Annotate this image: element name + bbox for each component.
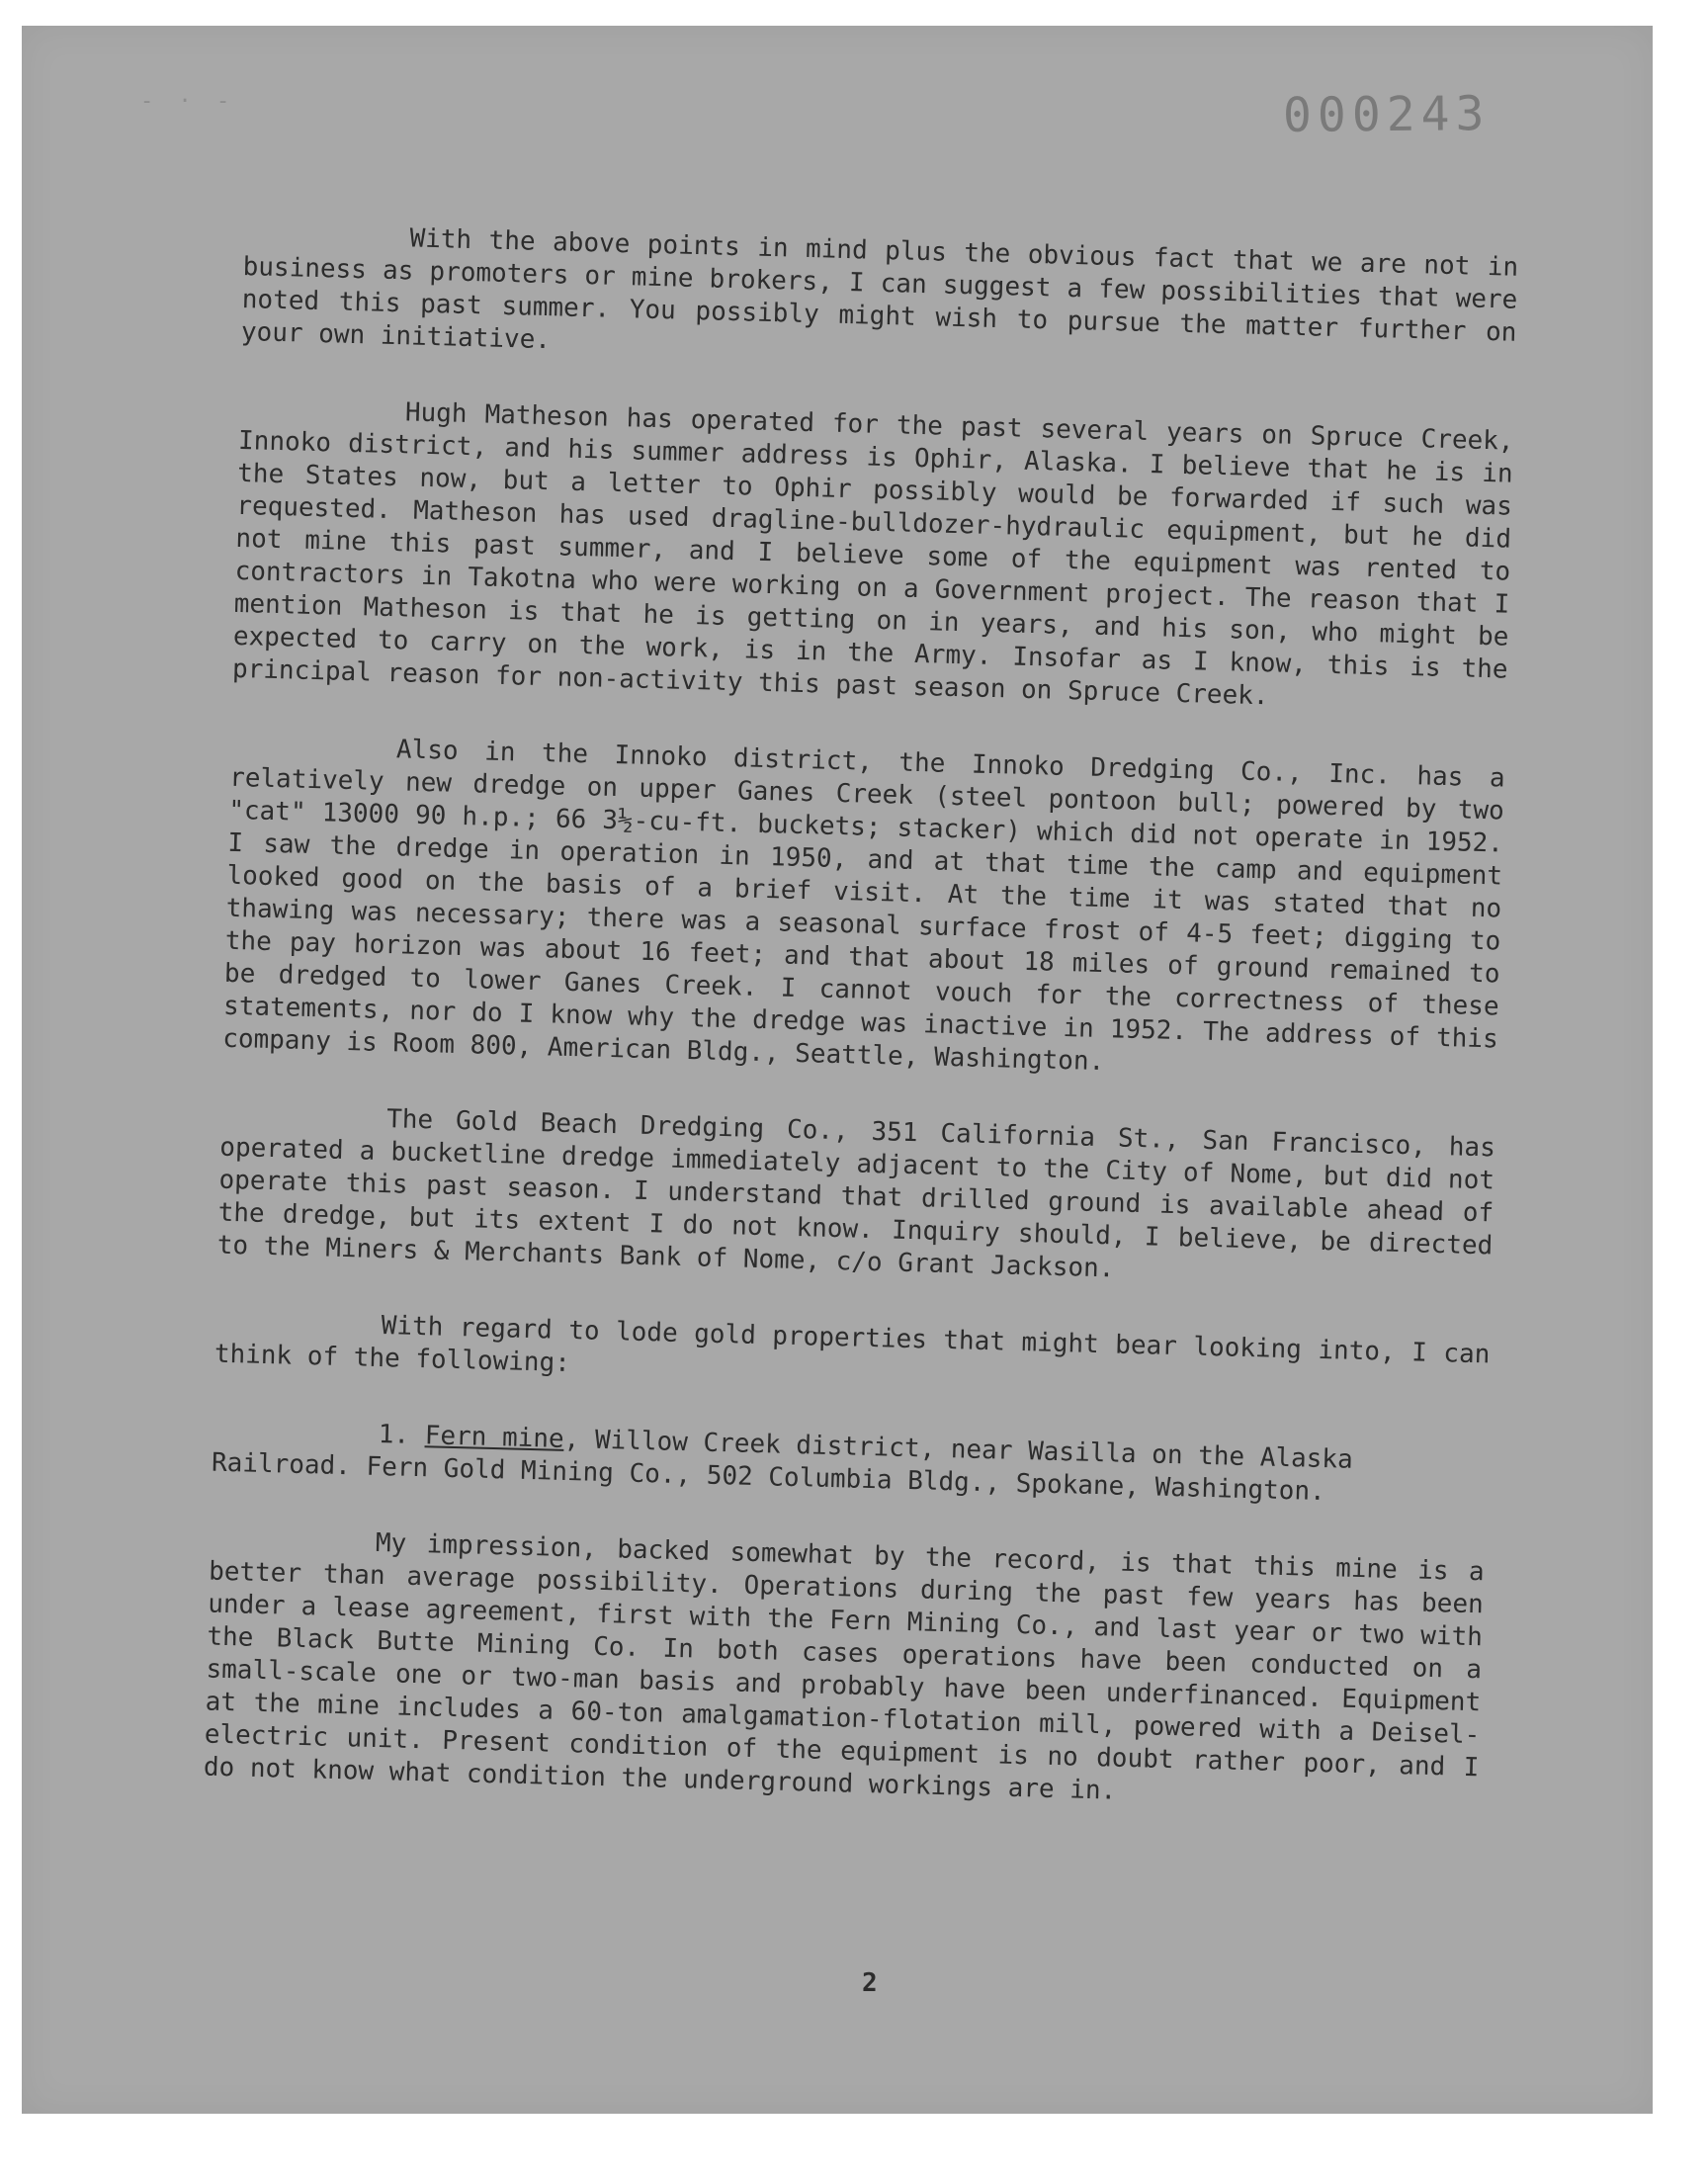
list-item-fern-mine: [212, 1415, 1488, 1514]
paragraph-innoko-dredging: Also in the Innoko district, the Innoko Dredging Co., Inc. has a relatively new dredge on upper Ganes Creek (steel pontoon bull; powered by two "cat" 13000 90 h.p.; 66 3½-cu-ft. buckets; stacker) which did not operate in 1952. I saw the dredge in operation in 1950, and at that time the camp and equipment looked good on the basis of a brief visit. At the time it was stated that no thawing was necessary; there was a seasonal surface frost of 4-5 feet; digging to the pay horizon was about 16 feet; and that about 18 miles of ground remained to be dredged to lower Ganes Creek. I cannot vouch for the correctness of these statements, nor do I know why the dredge was inactive in 1952. The address of this company is Room 800, American Bldg., Seattle, Washington.: [221, 735, 1505, 1078]
paragraph-impression: My impression, backed somewhat by the record, is that this mine is a better than average possibility. Operations during the past few years has been under a lease agreement, first with the Fern Mining Co., and last year or two with the Black Butte Mining Co. In both cases operations have been conducted on a small-scale one or two-man basis and probably have been underfinanced. Equipment at the mine includes a 60-ton amalgamation-flotation mill, powered with a Deisel-electric unit. Present condition of the equipment is no doubt rather poor, and I do not know what condition the underground workings are in.: [203, 1527, 1485, 1806]
list-item-number: 1.: [378, 1419, 410, 1450]
list-item-title: Fern mine: [424, 1421, 565, 1454]
paragraph-lode-gold: With regard to lode gold properties that might bear looking into, I can think of the following:: [214, 1311, 1491, 1379]
paragraph-matheson: Hugh Matheson has operated for the past several years on Spruce Creek, Innoko district, and his summer address is Ophir, Alaska. I believe that he is in the States now, but a letter to Ophir possibly would be forwarded if such was requested. Matheson has used dragline-bulldozer-hydraulic equipment, but he did not mine this past summer, and I believe some of the equipment was rented to contractors in Takotna who were working on a Government project. The reason that I mention Matheson is that he is getting on in years, and his son, who might be expected to carry on the work, is in the Army. Insofar as I know, this is the principal reason for non-activity this past season on Spruce Creek.: [231, 397, 1514, 712]
paragraph-gold-beach: The Gold Beach Dredging Co., 351 California St., San Francisco, has operated a bucketline dredge immediately adjacent to the City of Nome, but did not operate this past season. I understand that drilled ground is available ahead of the dredge, but its extent I do not know. Inquiry should, I believe, be directed to the Miners & Merchants Bank of Nome, c/o Grant Jackson.: [216, 1104, 1496, 1284]
document-stamp-number: 000243: [1282, 86, 1491, 143]
paragraph-intro: With the above points in mind plus the obvious fact that we are not in business as promoters or mine brokers, I can suggest a few possibilities that were noted this past summer. You possibly might wish to pursue the matter further on your own initiative.: [240, 223, 1519, 356]
list-item-details: , Willow Creek district, near Wasilla on the Alaska Railroad. Fern Gold Mining Co., 502 Columbia Bldg., Spokane, Washington.: [211, 1424, 1354, 1508]
letter-body: [202, 218, 1518, 1861]
edge-mark: - · -: [140, 89, 236, 114]
page-number: 2: [862, 1968, 878, 1998]
scanned-page: [22, 26, 1653, 2114]
